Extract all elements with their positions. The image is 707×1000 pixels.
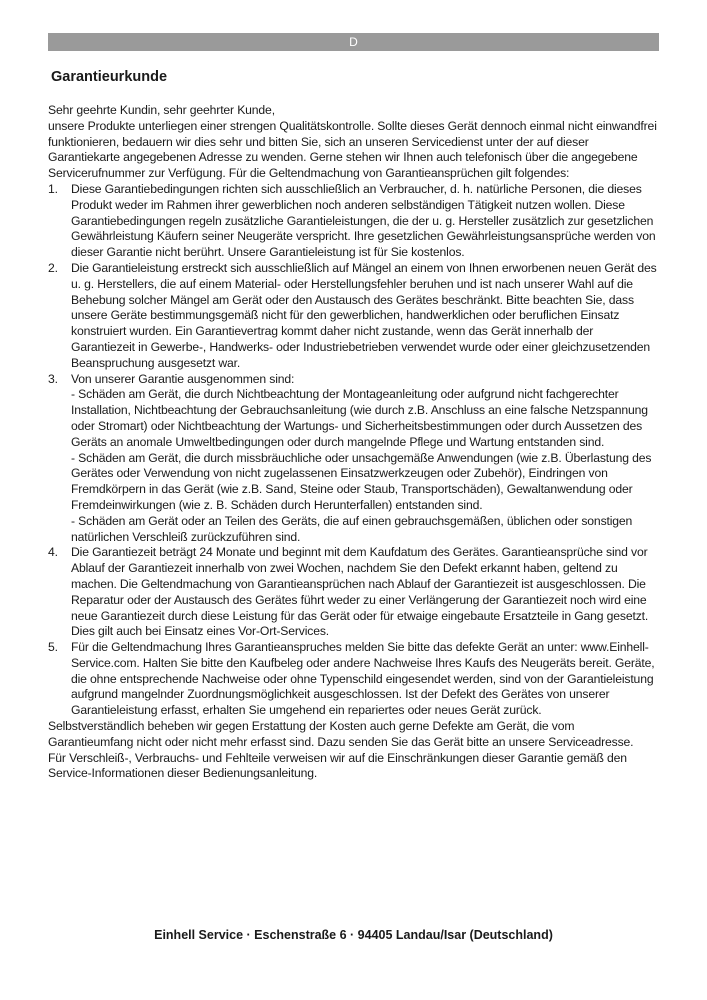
list-item-4 <box>48 545 659 640</box>
item-3-exclusion-2: - Schäden am Gerät, die durch missbräuchliche oder unsachgemäße Anwendungen (wie z.B. Überlastung des Gerätes oder Verwendung von nicht zugelassenen Einsatzwerkzeugen oder Zubehör), Eindringen von Fremdkörpern in das Gerät (wie z.B. Sand, Steine oder Staub, Transportschäden), Gewaltanwendung oder Fremdeinwirkungen (wie z. B. Schäden durch Herunterfallen) entstanden sind. <box>71 450 652 512</box>
list-item-3 <box>48 372 659 546</box>
item-number: 4. <box>48 545 58 560</box>
page-title: Garantieurkunde <box>51 69 168 85</box>
item-3-heading: Von unserer Garantie ausgenommen sind: <box>71 371 295 386</box>
language-header-bar <box>48 33 659 51</box>
language-code: D <box>349 35 358 49</box>
item-4-text: Die Garantiezeit beträgt 24 Monate und beginnt mit dem Kaufdatum des Gerätes. Garantieansprüche sind vor Ablauf der Garantiezeit innerhalb von zwei Wochen, nachdem Sie den Defekt erkannt haben, geltend zu machen. Die Geltendmachung von Garantieansprüchen nach Ablauf der Garantiezeit ist ausgeschlossen. Die Reparatur oder der Austausch des Gerätes führt weder zu einer Verlängerung der Garantiezeit noch wird eine neue Garantiezeit durch diese Leistung für das Gerät oder für etwaige eingebaute Ersatzteile in Gang gesetzt. Dies gilt auch bei Einsatz eines Vor-Ort-Services. <box>71 545 649 639</box>
item-3-exclusion-1: - Schäden am Gerät, die durch Nichtbeachtung der Montageanleitung oder aufgrund nicht fachgerechter Installation, Nichtbeachtung der Gebrauchsanleitung (wie durch z.B. Anschluss an eine falsche Netzspannung oder Stromart) oder Nichtbeachtung der Wartungs- und Sicherheitsbestimmungen oder durch Aussetzen des Geräts an anomale Umweltbedingungen oder durch mangelnde Pflege und Wartung entstanden sind. <box>71 387 648 449</box>
service-address-footer: Einhell Service · Eschenstraße 6 · 94405 Landau/Isar (Deutschland) <box>154 928 553 942</box>
item-number: 3. <box>48 371 58 386</box>
warranty-terms-list <box>48 182 659 719</box>
warranty-body <box>48 103 659 782</box>
closing-paragraph-1: Selbstverständlich beheben wir gegen Erstattung der Kosten auch gerne Defekte am Gerät, die vom Garantieumfang nicht oder nicht mehr erfasst sind. Dazu senden Sie das Gerät bitte an unsere Serviceadresse. <box>48 719 634 749</box>
item-number: 2. <box>48 260 58 275</box>
list-item-1 <box>48 182 659 261</box>
item-number: 5. <box>48 640 58 655</box>
salutation: Sehr geehrte Kundin, sehr geehrter Kunde, <box>48 103 275 117</box>
item-1-text: Diese Garantiebedingungen richten sich ausschließlich an Verbraucher, d. h. natürliche Personen, die dieses Produkt weder im Rahmen ihrer gewerblichen noch anderen selbständigen Tätigkeit nutzen wollen. Diese Garantiebedingungen regeln zusätzliche Garantieleistungen, die der u. g. Hersteller zusätzlich zur gesetzlichen Gewährleistung Käufern seiner Neugeräte verspricht. Ihre gesetzlichen Gewährleistungsansprüche werden von dieser Garantie nicht berührt. Unsere Garantieleistung ist für Sie kostenlos. <box>71 181 656 260</box>
item-number: 1. <box>48 181 58 196</box>
list-item-5 <box>48 640 659 719</box>
list-item-2 <box>48 261 659 372</box>
intro-paragraph: unsere Produkte unterliegen einer strengen Qualitätskontrolle. Sollte dieses Gerät dennoch einmal nicht einwandfrei funktionieren, bedauern wir dies sehr und bitten Sie, sich an unseren Servicedienst unter der auf dieser Garantiekarte angegebenen Adresse zu wenden. Gerne stehen wir Ihnen auch telefonisch über die angegebene Servicerufnummer zur Verfügung. Für die Geltendmachung von Garantieansprüchen gilt folgendes: <box>48 118 657 181</box>
closing-paragraph-2: Für Verschleiß-, Verbrauchs- und Fehlteile verweisen wir auf die Einschränkungen dieser Garantie gemäß den Service-Informationen dieser Bedienungsanleitung. <box>48 750 627 781</box>
item-2-text: Die Garantieleistung erstreckt sich ausschließlich auf Mängel an einem von Ihnen erworbenen neuen Gerät des u. g. Herstellers, die auf einem Material- oder Herstellungsfehler beruhen und ist nach unserer Wahl auf die Behebung solcher Mängel am Gerät oder den Austausch des Gerätes beschränkt. Bitte beachten Sie, dass unsere Geräte bestimmungsgemäß nicht für den gewerblichen, handwerklichen oder beruflichen Einsatz konstruiert wurden. Ein Garantievertrag kommt daher nicht zustande, wenn das Gerät innerhalb der Garantiezeit in Gewerbe-, Handwerks- oder Industriebetrieben verwendet wurde oder einer gleichzusetzenden Beanspruchung ausgesetzt war. <box>71 260 657 370</box>
item-5-text: Für die Geltendmachung Ihres Garantieanspruches melden Sie bitte das defekte Gerät an unter: www.Einhell-Service.com. Halten Sie bitte den Kaufbeleg oder andere Nachweise Ihres Kaufs des Neugeräts bereit. Geräte, die ohne entsprechende Nachweise oder ohne Typenschild eingesendet werden, sind von der Garantieleistung aufgrund mangelnder Zuordnungsmöglichkeit ausgeschlossen. Ist der Defekt des Gerätes von unserer Garantieleistung erfasst, erhalten Sie umgehend ein repariertes oder neues Gerät zurück. <box>71 640 655 718</box>
item-3-exclusion-3: - Schäden am Gerät oder an Teilen des Geräts, die auf einen gebrauchsgemäßen, üblichen oder sonstigen natürlichen Verschleiß zurückzuführen sind. <box>71 513 633 544</box>
